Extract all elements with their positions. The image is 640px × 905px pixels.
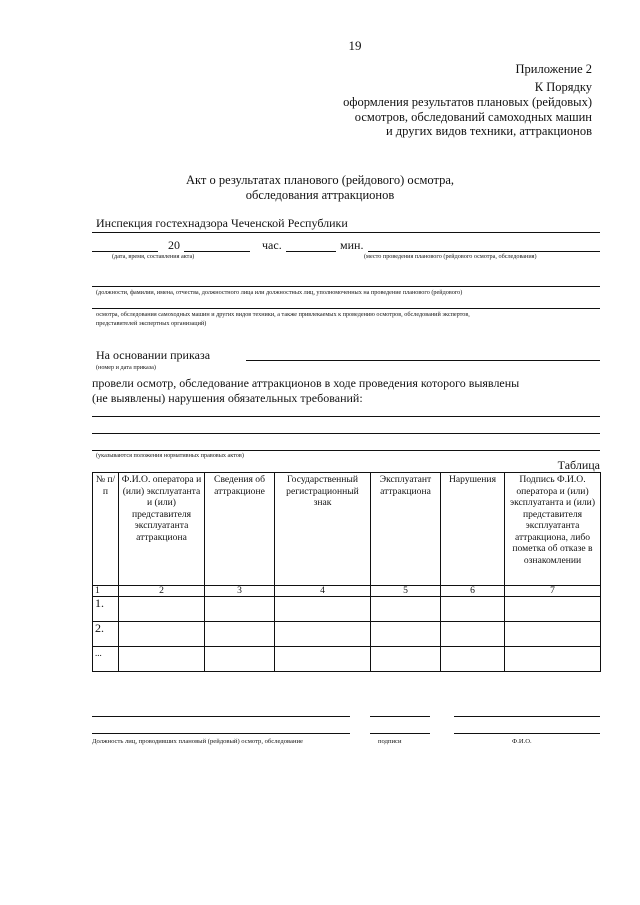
violations-line-3[interactable] — [92, 450, 600, 451]
officials-hint: (должности, фамилии, имена, отчества, должностного лица или должностных лиц, уполномоченных на проведение планового (рейдового) — [96, 289, 463, 296]
header-attraction-info: Сведения об аттракционе — [205, 473, 275, 586]
name-label: Ф.И.О. — [512, 738, 532, 745]
place-hint: (место проведения планового (рейдового осмотра, обследования) — [364, 253, 537, 260]
violations-line-2[interactable] — [92, 433, 600, 434]
column-number: 1 — [93, 586, 119, 597]
column-number: 6 — [441, 586, 505, 597]
appendix-line-3: осмотров, обследований самоходных машин — [354, 110, 592, 124]
appendix-line-2: оформления результатов плановых (рейдовых) — [343, 95, 592, 109]
table-caption: Таблица — [557, 458, 600, 472]
name-line-2[interactable] — [454, 733, 600, 734]
date-year-line[interactable] — [184, 251, 250, 252]
row-number: 1. — [93, 597, 119, 622]
table-header-row — [93, 473, 601, 586]
signature-label: подписи — [378, 738, 402, 745]
violations-line-1[interactable] — [92, 416, 600, 417]
officials-line[interactable] — [92, 286, 600, 287]
table-row — [93, 647, 601, 672]
column-number: 5 — [371, 586, 441, 597]
table-cell[interactable] — [371, 647, 441, 672]
table-cell[interactable] — [275, 622, 371, 647]
inspection-name: Инспекция гостехнадзора Чеченской Республики — [96, 216, 348, 230]
date-day-line[interactable] — [92, 251, 158, 252]
table-cell[interactable] — [441, 597, 505, 622]
order-hint: (номер и дата приказа) — [96, 364, 156, 371]
position-label: Должность лиц, проводивших плановый (рейдовый) осмотр, обследование — [92, 738, 303, 745]
table-cell[interactable] — [275, 597, 371, 622]
position-line-2[interactable] — [92, 733, 350, 734]
table-cell[interactable] — [441, 647, 505, 672]
appendix-line-4: и других видов техники, аттракционов — [385, 124, 592, 138]
table-cell[interactable] — [505, 647, 601, 672]
table-cell[interactable] — [371, 597, 441, 622]
table-cell[interactable] — [505, 597, 601, 622]
table-row — [93, 622, 601, 647]
machines-hint-line-2: представителей экспертных организаций) — [96, 320, 207, 327]
header-signature: Подпись Ф.И.О. оператора и (или) эксплуатанта и (или) представителя эксплуатанта аттракциона, либо пометка об отказе в ознакомлении — [505, 473, 601, 586]
minute-label: мин. — [340, 238, 364, 252]
inspection-text-line-1: провели осмотр, обследование аттракционов в ходе проведения которого выявлены — [92, 376, 520, 390]
hour-label: час. — [262, 238, 282, 252]
row-number: 2. — [93, 622, 119, 647]
date-year-prefix: 20 — [168, 238, 180, 252]
column-number: 4 — [275, 586, 371, 597]
column-numbers-row — [93, 586, 601, 597]
header-fio: Ф.И.О. оператора и (или) эксплуатанта и (или) представителя эксплуатанта аттракциона — [119, 473, 205, 586]
table-cell[interactable] — [119, 647, 205, 672]
act-title-line-1: Акт о результатах планового (рейдового) осмотра, — [185, 173, 455, 187]
signature-line-2[interactable] — [370, 733, 430, 734]
table-cell[interactable] — [275, 647, 371, 672]
machines-hint-line-1: осмотра, обследования самоходных машин и других видов техники, а также привлекаемых к проведению осмотров, обследований экспертов, — [96, 311, 470, 318]
page-number: 19 — [348, 38, 362, 53]
machines-line[interactable] — [92, 308, 600, 309]
column-number: 3 — [205, 586, 275, 597]
hour-line[interactable] — [286, 251, 336, 252]
table-cell[interactable] — [505, 622, 601, 647]
order-label: На основании приказа — [96, 348, 211, 362]
table-cell[interactable] — [441, 622, 505, 647]
header-number: № п/п — [93, 473, 119, 586]
place-line[interactable] — [368, 251, 600, 252]
date-hint: (дата, время, составления акта) — [112, 253, 195, 260]
table-cell[interactable] — [371, 622, 441, 647]
table-cell[interactable] — [205, 597, 275, 622]
inspection-name-underline — [92, 232, 600, 233]
table-row — [93, 597, 601, 622]
column-number: 2 — [119, 586, 205, 597]
table-cell[interactable] — [119, 622, 205, 647]
act-title-line-2: обследования аттракционов — [245, 188, 395, 202]
column-number: 7 — [505, 586, 601, 597]
header-violations: Нарушения — [441, 473, 505, 586]
header-operator: Эксплуатант аттракциона — [371, 473, 441, 586]
acts-hint: (указываются положения нормативных правовых актов) — [96, 452, 244, 459]
name-line-1[interactable] — [454, 716, 600, 717]
appendix-title: Приложение 2 — [515, 62, 592, 76]
table-cell[interactable] — [205, 622, 275, 647]
appendix-line-1: К Порядку — [534, 80, 592, 94]
table-cell[interactable] — [205, 647, 275, 672]
results-table — [92, 472, 601, 672]
row-number: ... — [93, 647, 119, 672]
position-line-1[interactable] — [92, 716, 350, 717]
order-line[interactable] — [246, 360, 600, 361]
table-cell[interactable] — [119, 597, 205, 622]
inspection-text-line-2: (не выявлены) нарушения обязательных требований: — [92, 391, 363, 405]
header-registration-sign: Государственный регистрационный знак — [275, 473, 371, 586]
signature-line-1[interactable] — [370, 716, 430, 717]
